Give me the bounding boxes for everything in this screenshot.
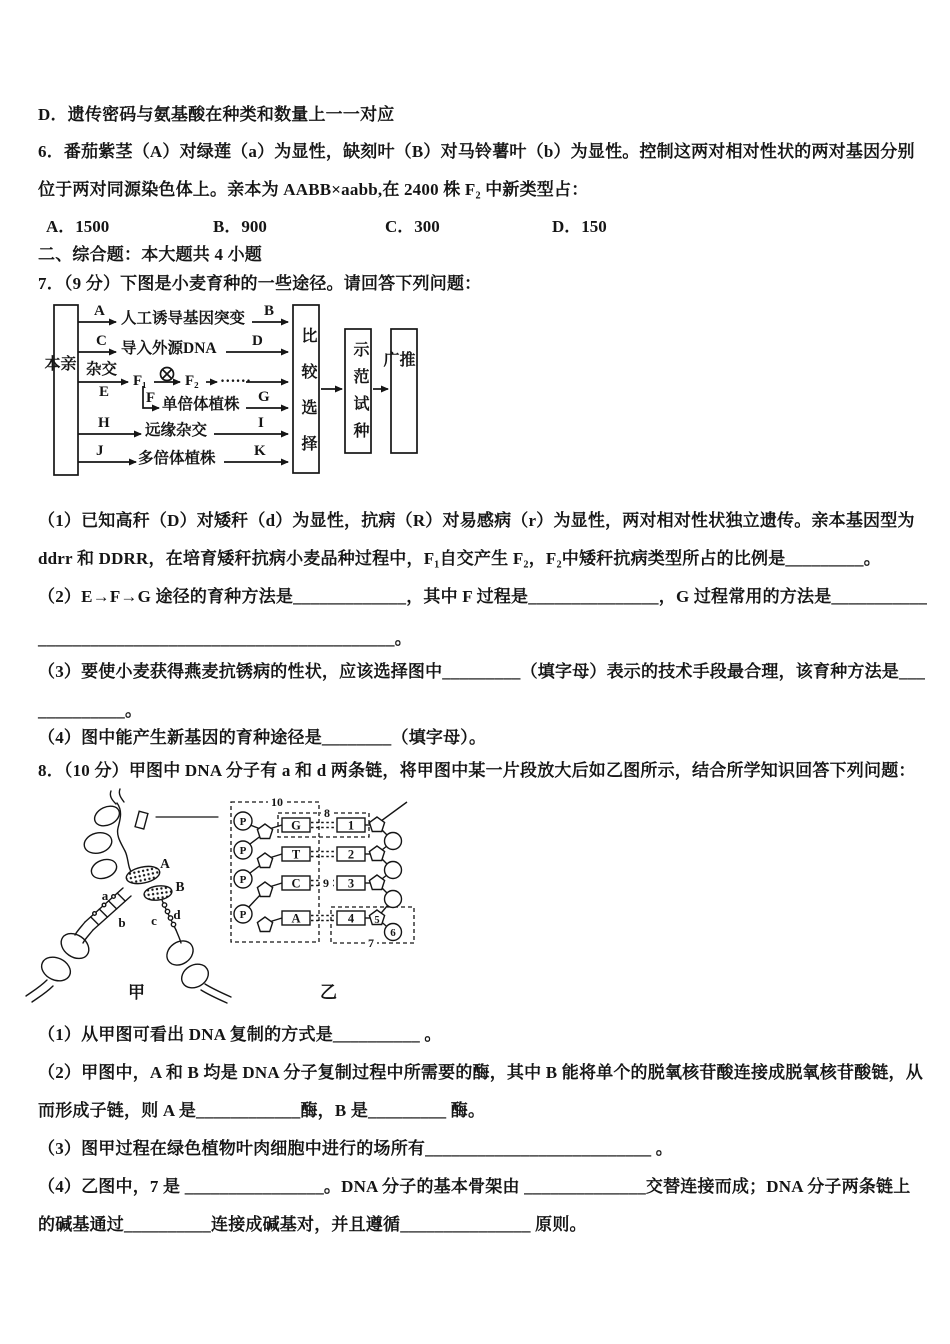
path-label-h: H (98, 415, 110, 431)
part-label-9: 9 (323, 876, 329, 890)
parent-box-label: 亲本 (42, 355, 75, 417)
ladder-rung-1 (117, 893, 125, 901)
left-bottom-loop-1 (56, 928, 93, 963)
question-6-line-1: 6．番茄紫茎（A）对绿莲（a）为显性，缺刻叶（B）对马铃薯叶（b）为显性。控制这两对相对性状的两对基因分别 (38, 142, 915, 161)
enzyme-b-label: B (175, 879, 185, 894)
phosphate-label-2: P (239, 845, 247, 857)
strand-open-end-1 (110, 791, 116, 804)
sugar-pentagon-l1 (257, 824, 272, 839)
promote-box-label: 推广 (381, 351, 414, 407)
q6-option-b: B．900 (213, 217, 267, 236)
q7-part4-line: （4）图中能产生新基因的育种途径是________（填字母）。 (38, 728, 487, 747)
part-label-10: 10 (271, 795, 283, 809)
base-label-a: A (291, 911, 301, 926)
q8-part2-line-1: （2）甲图中，A 和 B 均是 DNA 分子复制过程中所需要的酶，其中 B 能将单个的脱氧核苷酸连接成脱氧核苷酸链，从 (38, 1063, 923, 1082)
base-label-4: 4 (347, 911, 355, 926)
phosphate-label-4: P (239, 909, 247, 921)
figure-caption-jia: 甲 (128, 983, 145, 1002)
base-label-3: 3 (347, 876, 355, 891)
demo-box-label: 示范试种 (351, 341, 368, 449)
right-tail-strand-2 (201, 990, 227, 1003)
phosphate-label-1: P (239, 816, 247, 828)
path-label-a: A (94, 303, 105, 319)
q8-part2-line-2: 而形成子链，则 A 是____________酶，B 是_________ 酶。 (38, 1101, 486, 1120)
branch-f-bracket (143, 386, 145, 408)
magnified-segment-marker (135, 811, 148, 829)
path-label-i: I (258, 415, 264, 431)
question-8-intro: 8．（10 分）甲图中 DNA 分子有 a 和 d 两条链，将甲图中某一片段放大后如乙图所示，结合所学知识回答下列问题： (38, 761, 916, 780)
q7-part3-line-2: __________。 (38, 701, 143, 720)
left-branch-tail-1 (75, 922, 85, 935)
path-label-j: J (96, 443, 104, 459)
nucleotide-bead-l1 (112, 895, 116, 899)
question-6-line-2: 位于两对同源染色体上。亲本为 AABB×aabb,在 2400 株 F₂ 中新类型占： (38, 180, 589, 199)
path-label-f: F (146, 390, 156, 406)
ladder-rung-4 (91, 917, 99, 925)
ladder-rung-2 (109, 901, 117, 909)
nucleotide-bead-r3 (168, 916, 172, 920)
base-label-1: 1 (347, 818, 355, 833)
path-label-c: C (96, 333, 107, 349)
base-label-2: 2 (347, 847, 355, 862)
enzyme-a-label: A (160, 856, 170, 871)
part-label-5: 5 (374, 915, 380, 926)
section-2-heading: 二、综合题：本大题共 4 小题 (38, 245, 262, 264)
strand-d-label: d (173, 907, 181, 922)
path-text-mutation: 人工诱导基因突变 (121, 310, 246, 327)
path-text-foreign-dna: 导入外源DNA (121, 340, 217, 357)
q6-option-c: C．300 (385, 217, 440, 236)
strand-b-label: b (118, 915, 126, 930)
base-label-c: C (291, 876, 301, 891)
right-strand-continuation (381, 802, 407, 821)
path-dots: …… (220, 369, 251, 386)
nucleotide-bead-r2 (165, 909, 169, 913)
dna-diagram (25, 788, 470, 1006)
compare-box-label: 比较选择 (299, 327, 316, 471)
sugar-pentagon-r3 (369, 875, 384, 890)
question-7-intro: 7．（9 分）下图是小麦育种的一些途径。请回答下列问题： (38, 274, 482, 293)
dna-segment-figure (231, 796, 414, 949)
part-label-8: 8 (324, 806, 330, 820)
q7-part1-line-1: （1）已知高秆（D）对矮秆（d）为显性，抗病（R）对易感病（r）为显性，两对相对性状独立遗传。亲本基因型为 (38, 511, 915, 530)
q8-part3-line: （3）图甲过程在绿色植物叶肉细胞中进行的场所有__________________________ 。 (38, 1139, 673, 1158)
left-tail-strand-2 (32, 986, 53, 1002)
path-label-f2: F₂ (185, 373, 199, 389)
path-label-b: B (264, 303, 275, 319)
dna-diagram-graphic (25, 788, 470, 1006)
q7-part3-line-1: （3）要使小麦获得燕麦抗锈病的性状，应该选择图中_________（填字母）表示的技术手段最合理，该育种方法是___ (38, 662, 926, 681)
path-label-d: D (252, 333, 263, 349)
q6-option-d: D．150 (552, 217, 607, 236)
strand-open-end-2 (119, 789, 124, 802)
q7-part2-line-1: （2）E→F→G 途径的育种方法是_____________，其中 F 过程是_______________，G 过程常用的方法是___________ (38, 587, 928, 606)
sugar-pentagon-l3 (257, 882, 272, 897)
right-circle-3 (385, 891, 402, 908)
part-label-7: 7 (368, 936, 374, 950)
base-label-g: G (291, 818, 301, 833)
enzyme-a-blob (125, 864, 162, 887)
right-circle-1 (385, 833, 402, 850)
sugar-pentagon-l4 (257, 917, 272, 932)
option-d-line: D．遗传密码与氨基酸在种类和数量上一一对应 (38, 105, 395, 124)
path-text-hybridize: 杂交 (86, 361, 118, 378)
q8-part1-line: （1）从甲图可看出 DNA 复制的方式是__________ 。 (38, 1025, 442, 1044)
enzyme-b-blob (143, 884, 173, 902)
phosphate-label-3: P (239, 874, 247, 886)
path-text-haploid: 单倍体植株 (162, 396, 240, 413)
left-bottom-loop-2 (38, 953, 74, 986)
left-branch-tail-2 (83, 930, 93, 943)
strand-a-label: a (101, 888, 109, 903)
q7-part2-line-2: _________________________________________。 (38, 629, 412, 648)
breeding-diagram (42, 296, 427, 482)
coil-loop-3 (89, 856, 120, 882)
sugar-pentagon-l2 (257, 853, 272, 868)
path-label-f1: F₁ (133, 373, 147, 389)
nucleotide-bead-r1 (162, 903, 166, 907)
path-label-e: E (99, 384, 110, 400)
nucleotide-bead-r4 (171, 922, 175, 926)
q8-part4-line-2: 的碱基通过__________连接成碱基对，并且遵循_______________ 原则。 (38, 1215, 587, 1234)
q6-option-a: A．1500 (46, 217, 110, 236)
path-label-g: G (258, 389, 270, 405)
figure-caption-yi: 乙 (320, 983, 337, 1002)
path-text-distant-hybrid: 远缘杂交 (145, 422, 208, 439)
right-circle-2 (385, 862, 402, 879)
nucleotide-bead-l2 (102, 903, 106, 907)
path-text-polyploid: 多倍体植株 (138, 450, 216, 467)
coil-loop-2 (82, 830, 114, 857)
path-label-k: K (254, 443, 266, 459)
part-label-6: 6 (390, 927, 396, 939)
q8-part4-line-1: （4）乙图中，7 是 ________________。DNA 分子的基本骨架由 ______________交替连接而成；DNA 分子两条链上 (38, 1177, 911, 1196)
sugar-pentagon-r2 (369, 846, 384, 861)
base-label-t: T (291, 847, 301, 862)
replication-fork-figure (26, 789, 231, 1003)
strand-c-label: c (151, 913, 157, 928)
nucleotide-bead-l3 (93, 912, 97, 916)
ladder-rung-3 (99, 909, 107, 917)
q7-part1-line-2: ddrr 和 DDRR，在培育矮秆抗病小麦品种过程中，F₁自交产生 F₂，F₂中矮秆抗病类型所占的比例是_________。 (38, 549, 881, 568)
